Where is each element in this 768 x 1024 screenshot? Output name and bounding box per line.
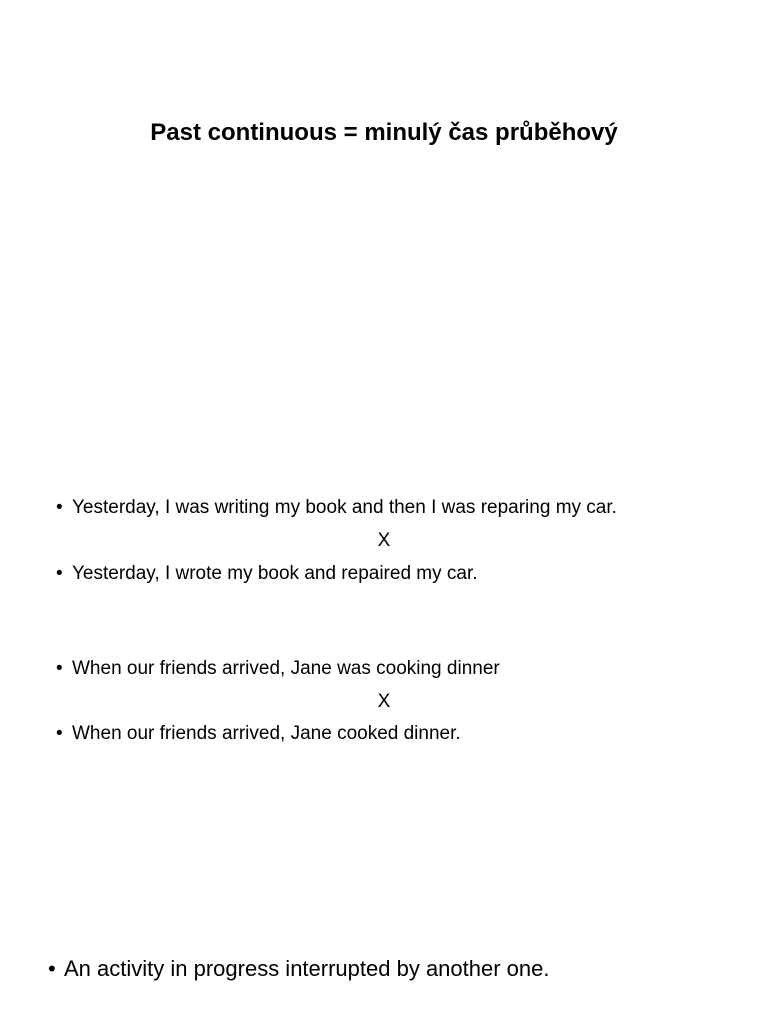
page-title: Past continuous = minulý čas průběhový (150, 119, 618, 146)
example-line (56, 656, 500, 682)
bullet-icon: • (48, 956, 56, 981)
contrast-separator: X (377, 691, 391, 712)
example-line (56, 495, 617, 521)
example-text: When our friends arrived, Jane was cooking dinner (72, 658, 500, 679)
usage-rule-text: An activity in progress interrupted by another one. (64, 956, 550, 981)
bullet-icon: • (56, 723, 63, 744)
contrast-separator: X (377, 530, 391, 551)
bullet-icon: • (56, 658, 63, 679)
example-text: When our friends arrived, Jane cooked dinner. (72, 723, 461, 744)
example-line (56, 721, 461, 747)
bullet-icon: • (56, 563, 63, 584)
example-line (56, 561, 478, 587)
example-text: Yesterday, I wrote my book and repaired my car. (72, 563, 478, 584)
bullet-icon: • (56, 497, 63, 518)
usage-rule-line (48, 954, 550, 984)
example-text: Yesterday, I was writing my book and then I was reparing my car. (72, 497, 617, 518)
